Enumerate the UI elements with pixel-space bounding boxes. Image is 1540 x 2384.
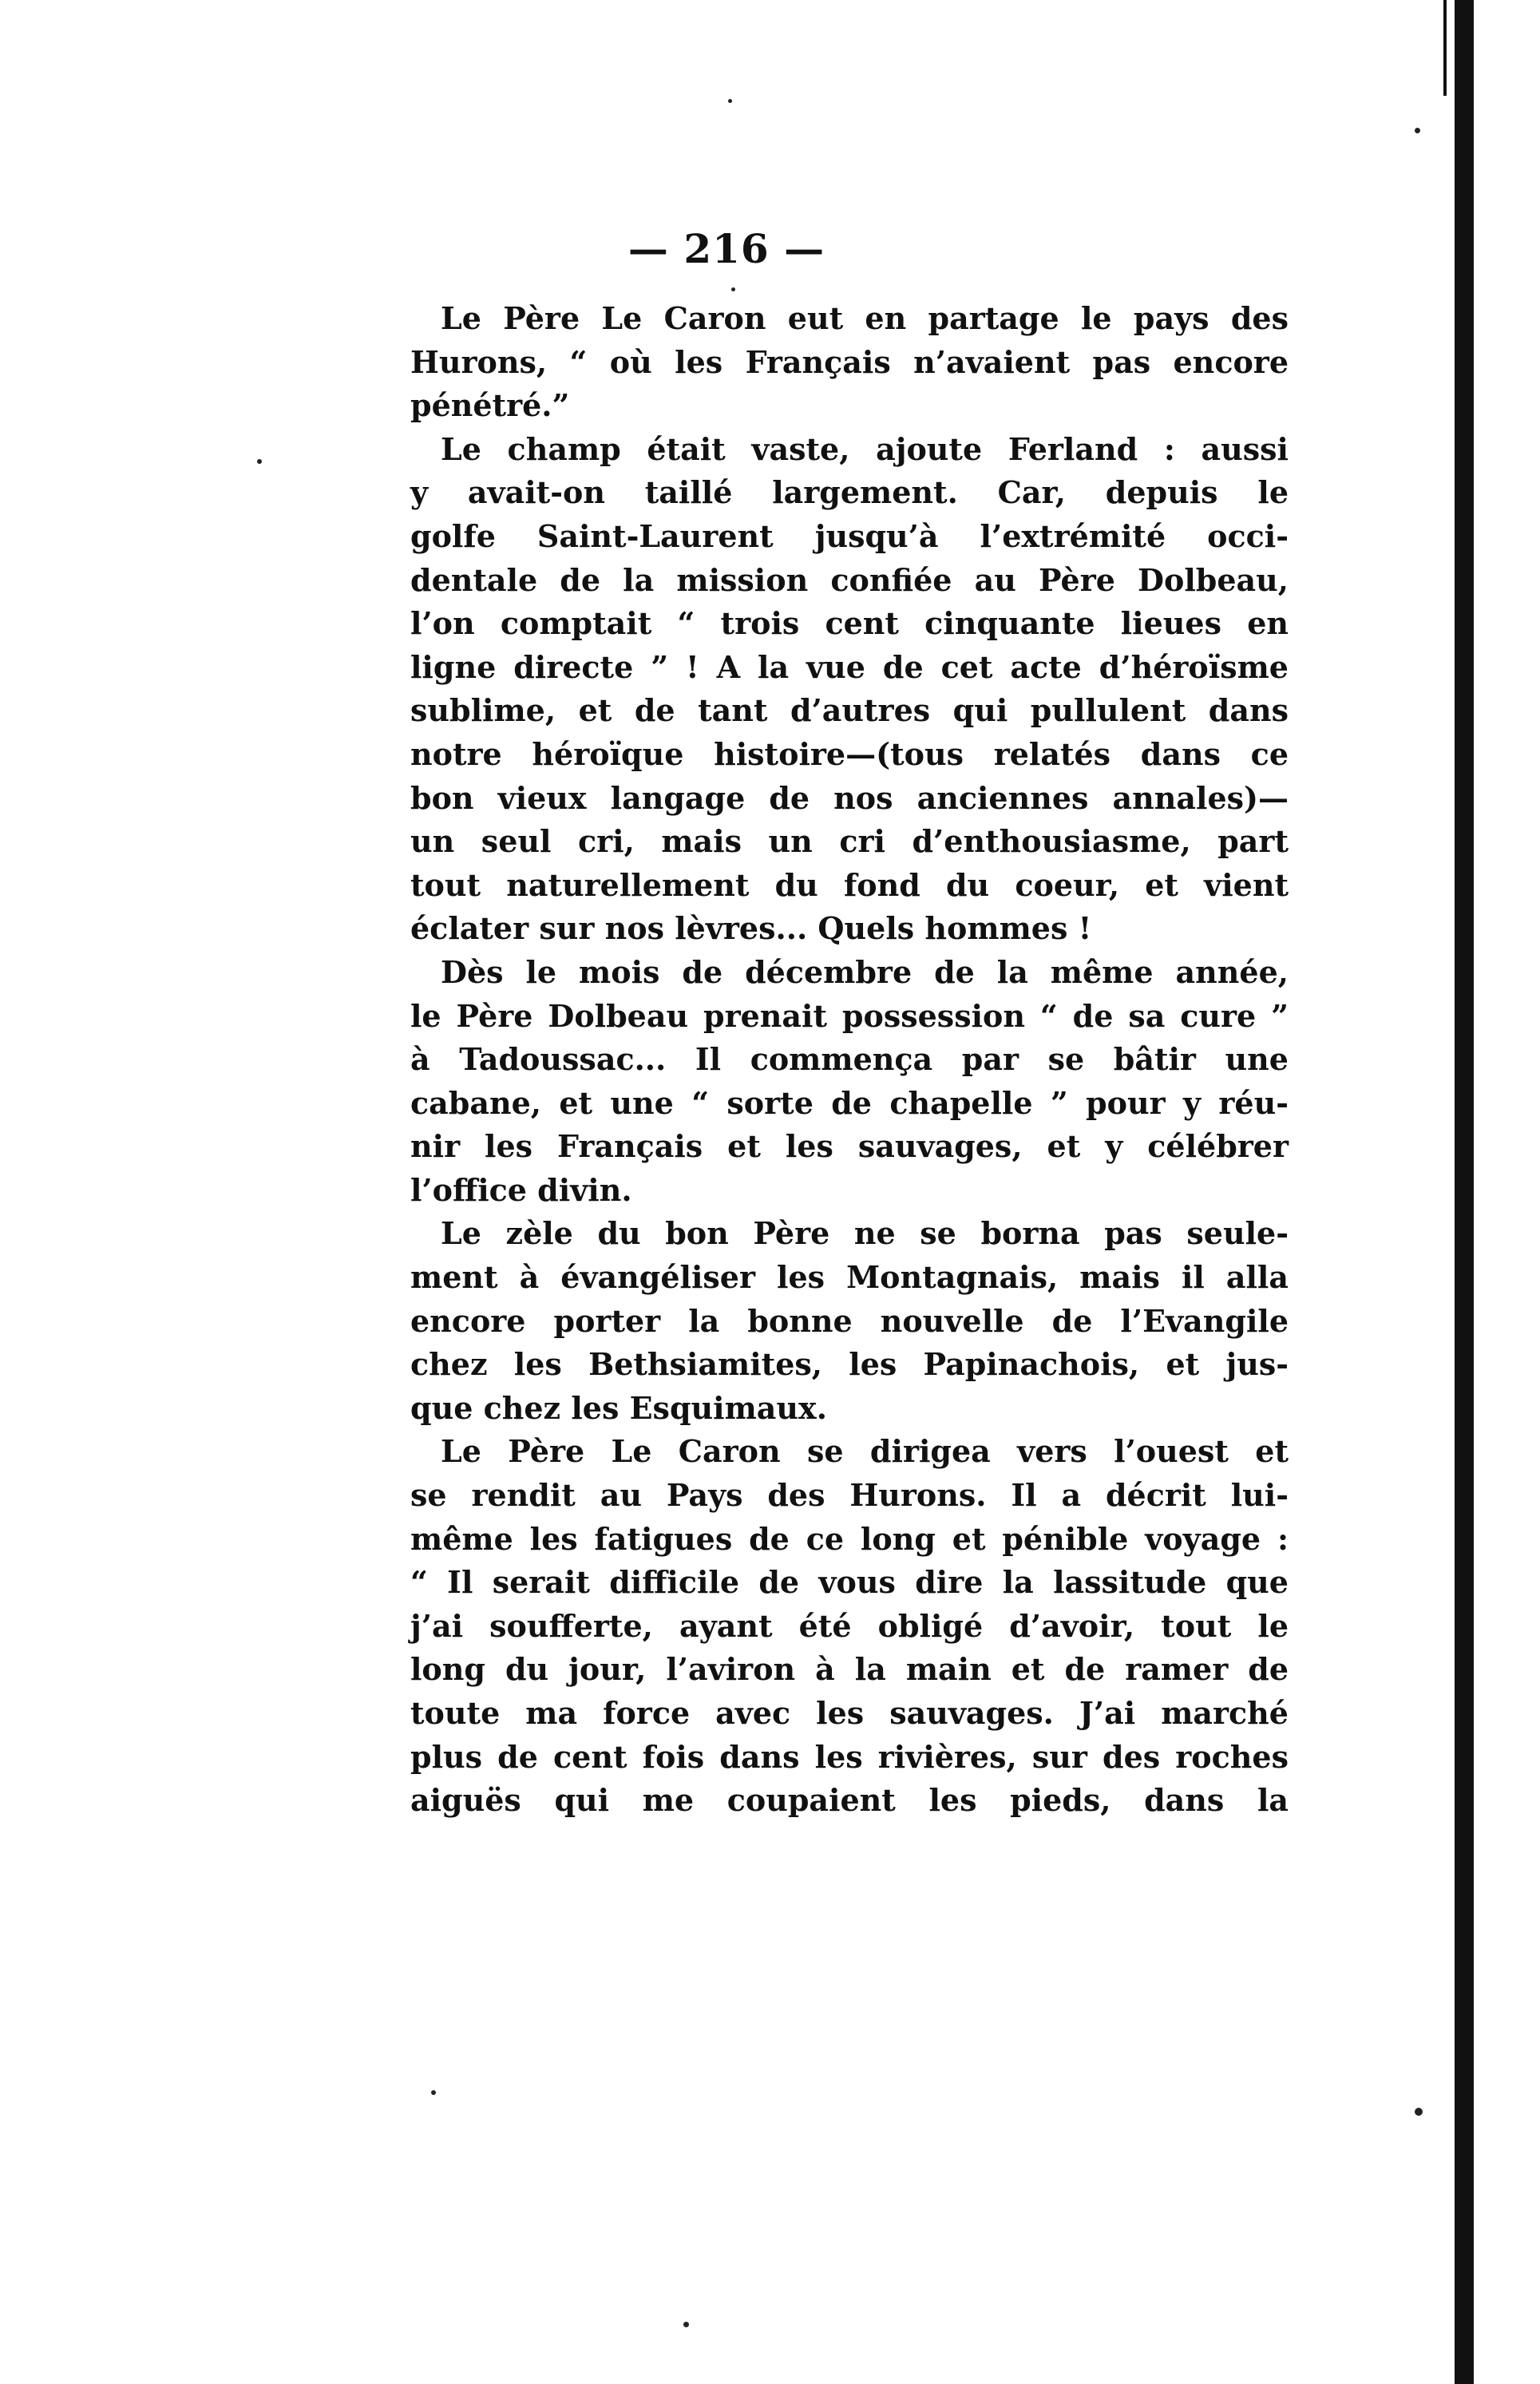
text-line: à Tadoussac... Il commença par se bâtir une <box>410 1041 1289 1078</box>
paragraph <box>410 428 1289 951</box>
binding-edge-mark <box>1443 0 1447 96</box>
text-line: j’ai soufferte, ayant été obligé d’avoir, tout le <box>410 1607 1289 1644</box>
text-line: y avait-on taillé largement. Car, depuis le <box>410 474 1289 511</box>
text-line: pénétré.” <box>410 387 570 424</box>
paragraph <box>410 1430 1289 1822</box>
print-speck <box>683 2322 689 2327</box>
print-speck <box>1415 128 1420 133</box>
binding-edge <box>1455 0 1474 2384</box>
text-line: Le Père Le Caron eut en partage le pays des <box>441 300 1289 336</box>
body-text <box>410 297 1289 1823</box>
text-line: le Père Dolbeau prenait possession “ de sa cure ” <box>410 997 1289 1034</box>
text-line: chez les Bethsiamites, les Papinachois, et jus- <box>410 1346 1289 1383</box>
text-line: notre héroïque histoire—(tous relatés dans ce <box>410 735 1289 772</box>
text-line: ment à évangéliser les Montagnais, mais il alla <box>410 1259 1289 1296</box>
text-line: cabane, et une “ sorte de chapelle ” pour y réu- <box>410 1084 1289 1121</box>
print-speck <box>1415 2108 1423 2116</box>
text-line: se rendit au Pays des Hurons. Il a décrit lui- <box>410 1477 1289 1514</box>
text-line: ligne directe ” ! A la vue de cet acte d’héroïsme <box>410 648 1289 685</box>
text-line: éclater sur nos lèvres... Quels hommes ! <box>410 910 1092 947</box>
text-line: long du jour, l’aviron à la main et de ramer de <box>410 1651 1289 1688</box>
text-line: toute ma force avec les sauvages. J’ai marché <box>410 1695 1289 1731</box>
text-line: encore porter la bonne nouvelle de l’Evangile <box>410 1302 1289 1339</box>
text-line: Dès le mois de décembre de la même année, <box>441 953 1289 990</box>
text-line: golfe Saint-Laurent jusqu’à l’extrémité occi- <box>410 517 1289 554</box>
text-line: “ Il serait difficile de vous dire la lassitude que <box>410 1564 1289 1601</box>
print-speck <box>431 2090 436 2095</box>
text-line: un seul cri, mais un cri d’enthousiasme, part <box>410 823 1289 860</box>
text-line: Le Père Le Caron se dirigea vers l’ouest et <box>441 1433 1289 1470</box>
print-speck <box>257 459 262 464</box>
text-line: tout naturellement du fond du coeur, et vient <box>410 866 1289 903</box>
text-line: aiguës qui me coupaient les pieds, dans la <box>410 1782 1289 1819</box>
text-line: l’on comptait “ trois cent cinquante lieues en <box>410 605 1289 642</box>
text-line: Le champ était vaste, ajoute Ferland : aussi <box>441 430 1289 467</box>
print-speck <box>728 99 732 103</box>
page-number: — 216 — <box>627 225 825 272</box>
text-line: Le zèle du bon Père ne se borna pas seule- <box>441 1215 1289 1252</box>
text-line: plus de cent fois dans les rivières, sur des roches <box>410 1738 1289 1775</box>
text-line: Hurons, “ où les Français n’avaient pas encore <box>410 343 1289 380</box>
text-line: bon vieux langage de nos anciennes annales)— <box>410 779 1289 816</box>
paragraph <box>410 951 1289 1213</box>
text-line: sublime, et de tant d’autres qui pullulent dans <box>410 692 1289 729</box>
paragraph <box>410 1212 1289 1430</box>
print-speck <box>731 287 735 291</box>
text-line: nir les Français et les sauvages, et y célébrer <box>410 1128 1289 1165</box>
text-line: dentale de la mission confiée au Père Dolbeau, <box>410 561 1289 598</box>
paragraph <box>410 297 1289 428</box>
text-line: même les fatigues de ce long et pénible voyage : <box>410 1520 1289 1557</box>
text-line: l’office divin. <box>410 1171 632 1208</box>
text-line: que chez les Esquimaux. <box>410 1389 827 1426</box>
